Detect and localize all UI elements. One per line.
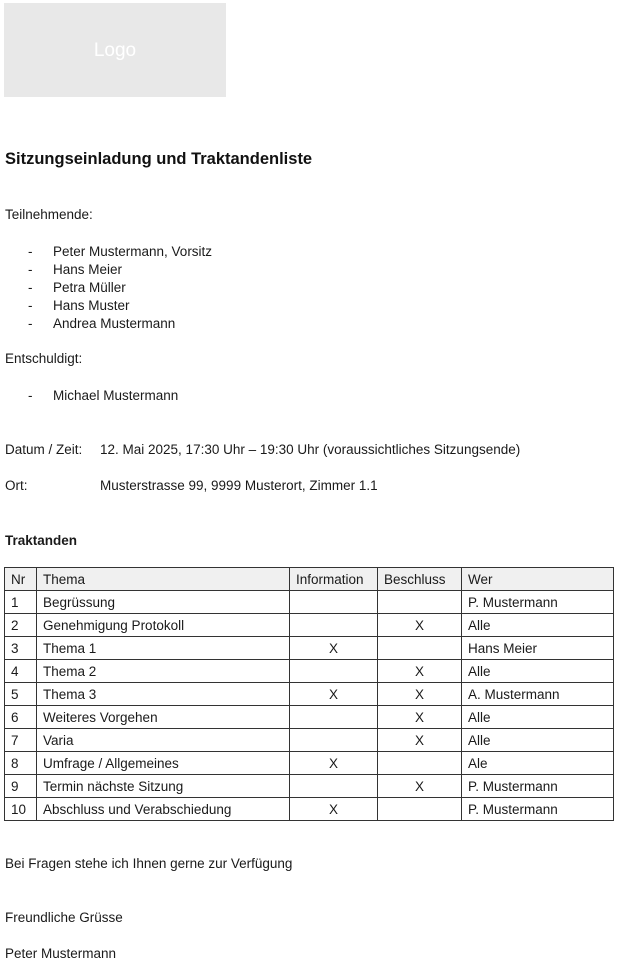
header-nr: Nr — [5, 568, 37, 591]
cell-thema: Varia — [37, 729, 290, 752]
cell-thema: Genehmigung Protokoll — [37, 614, 290, 637]
cell-wer: P. Mustermann — [462, 775, 614, 798]
date-value: 12. Mai 2025, 17:30 Uhr – 19:30 Uhr (voraussichtliches Sitzungsende) — [100, 442, 521, 457]
bullet-dash: - — [28, 244, 33, 259]
agenda-header-row — [5, 568, 614, 591]
participants-list — [28, 243, 212, 333]
table-row — [5, 683, 614, 706]
date-label: Datum / Zeit: — [5, 442, 83, 457]
cell-thema: Weiteres Vorgehen — [37, 706, 290, 729]
list-item-text: Michael Mustermann — [53, 388, 179, 403]
bullet-dash: - — [28, 298, 33, 313]
header-wer: Wer — [462, 568, 614, 591]
table-row — [5, 706, 614, 729]
cell-nr: 5 — [5, 683, 37, 706]
logo-placeholder — [4, 3, 226, 97]
participants-label: Teilnehmende: — [5, 207, 93, 222]
excused-label: Entschuldigt: — [5, 351, 83, 366]
cell-nr: 8 — [5, 752, 37, 775]
cell-nr: 10 — [5, 798, 37, 821]
cell-thema: Thema 1 — [37, 637, 290, 660]
cell-wer: P. Mustermann — [462, 591, 614, 614]
table-row — [5, 752, 614, 775]
cell-information — [290, 775, 378, 798]
agenda-table — [4, 567, 614, 821]
header-thema: Thema — [37, 568, 290, 591]
cell-thema: Termin nächste Sitzung — [37, 775, 290, 798]
cell-beschluss — [378, 637, 462, 660]
cell-thema: Thema 2 — [37, 660, 290, 683]
cell-nr: 9 — [5, 775, 37, 798]
cell-information: X — [290, 798, 378, 821]
cell-wer: Ale — [462, 752, 614, 775]
list-item — [28, 297, 212, 315]
cell-information: X — [290, 637, 378, 660]
cell-beschluss: X — [378, 614, 462, 637]
cell-thema: Umfrage / Allgemeines — [37, 752, 290, 775]
list-item — [28, 315, 212, 333]
table-row — [5, 775, 614, 798]
list-item-text: Andrea Mustermann — [53, 316, 176, 331]
agenda-heading: Traktanden — [5, 533, 78, 548]
cell-information — [290, 614, 378, 637]
cell-thema: Thema 3 — [37, 683, 290, 706]
list-item — [28, 261, 212, 279]
cell-nr: 2 — [5, 614, 37, 637]
cell-wer: Hans Meier — [462, 637, 614, 660]
greeting-text: Freundliche Grüsse — [5, 910, 123, 925]
cell-nr: 3 — [5, 637, 37, 660]
cell-thema: Begrüssung — [37, 591, 290, 614]
logo-text: Logo — [93, 40, 137, 61]
list-item — [28, 387, 178, 405]
excused-list — [28, 387, 178, 405]
cell-beschluss: X — [378, 775, 462, 798]
table-row — [5, 798, 614, 821]
list-item — [28, 243, 212, 261]
place-value: Musterstrasse 99, 9999 Musterort, Zimmer 1.1 — [100, 478, 378, 493]
cell-information — [290, 591, 378, 614]
cell-wer: Alle — [462, 614, 614, 637]
bullet-dash: - — [28, 262, 33, 277]
cell-nr: 1 — [5, 591, 37, 614]
cell-beschluss — [378, 798, 462, 821]
cell-information — [290, 729, 378, 752]
cell-wer: A. Mustermann — [462, 683, 614, 706]
bullet-dash: - — [28, 388, 33, 403]
cell-wer: Alle — [462, 706, 614, 729]
place-label: Ort: — [5, 478, 28, 493]
cell-beschluss: X — [378, 660, 462, 683]
bullet-dash: - — [28, 280, 33, 295]
bullet-dash: - — [28, 316, 33, 331]
cell-wer: P. Mustermann — [462, 798, 614, 821]
cell-beschluss — [378, 752, 462, 775]
table-row — [5, 614, 614, 637]
cell-wer: Alle — [462, 660, 614, 683]
list-item-text: Hans Muster — [53, 298, 130, 313]
questions-text: Bei Fragen stehe ich Ihnen gerne zur Verfügung — [5, 856, 293, 871]
header-information: Information — [290, 568, 378, 591]
list-item-text: Peter Mustermann, Vorsitz — [53, 244, 213, 259]
table-row — [5, 591, 614, 614]
list-item-text: Hans Meier — [53, 262, 123, 277]
cell-nr: 6 — [5, 706, 37, 729]
cell-beschluss: X — [378, 683, 462, 706]
cell-wer: Alle — [462, 729, 614, 752]
cell-beschluss: X — [378, 729, 462, 752]
table-row — [5, 660, 614, 683]
table-row — [5, 637, 614, 660]
cell-information — [290, 706, 378, 729]
cell-nr: 7 — [5, 729, 37, 752]
document-title: Sitzungseinladung und Traktandenliste — [5, 150, 313, 168]
cell-nr: 4 — [5, 660, 37, 683]
cell-beschluss — [378, 591, 462, 614]
list-item-text: Petra Müller — [53, 280, 126, 295]
list-item — [28, 279, 212, 297]
signature-text: Peter Mustermann — [5, 946, 117, 961]
cell-information: X — [290, 752, 378, 775]
cell-information: X — [290, 683, 378, 706]
cell-thema: Abschluss und Verabschiedung — [37, 798, 290, 821]
cell-beschluss: X — [378, 706, 462, 729]
header-beschluss: Beschluss — [378, 568, 462, 591]
table-row — [5, 729, 614, 752]
cell-information — [290, 660, 378, 683]
